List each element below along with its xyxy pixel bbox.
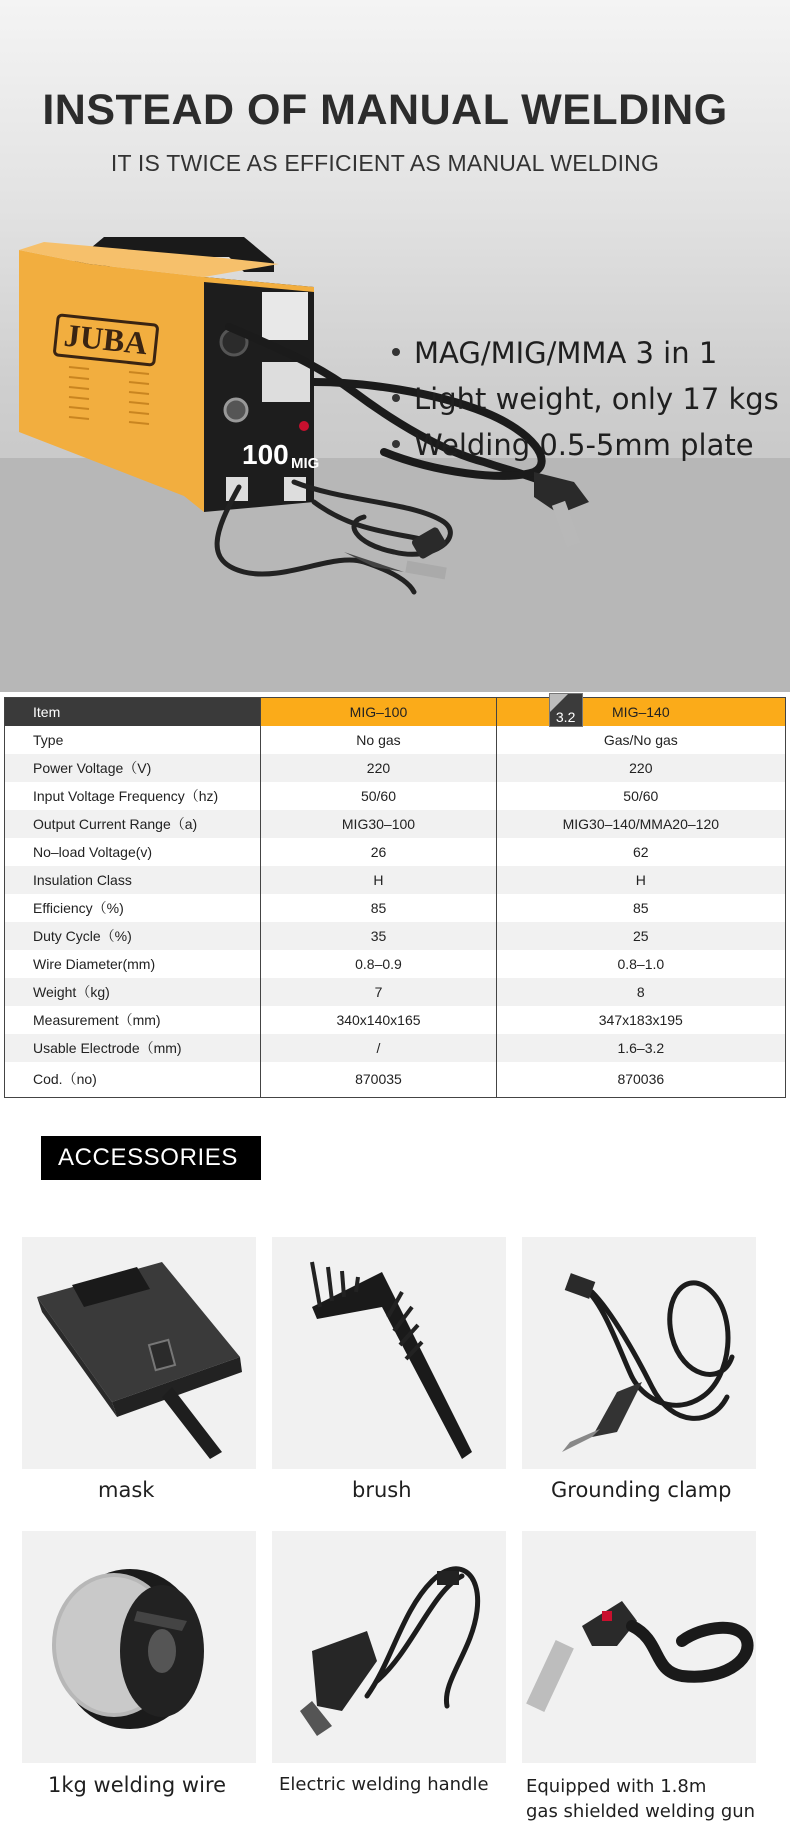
spec-value-mig-100: 85	[261, 894, 496, 922]
spec-value-mig-140: 870036	[496, 1062, 785, 1098]
feature-item	[388, 330, 779, 376]
feature-text: MAG/MIG/MMA 3 in 1	[414, 336, 718, 370]
wire-spool-icon	[22, 1531, 256, 1763]
spec-row	[5, 838, 786, 866]
spec-value-mig-140: H	[496, 866, 785, 894]
spec-row	[5, 726, 786, 754]
spec-value-mig-140: 8	[496, 978, 785, 1006]
accessory-label-brush: brush	[352, 1478, 412, 1502]
spec-value-mig-100: MIG30–100	[261, 810, 496, 838]
spec-value-mig-100: 220	[261, 754, 496, 782]
spec-row	[5, 1062, 786, 1098]
spec-row	[5, 810, 786, 838]
spec-row	[5, 978, 786, 1006]
spec-value-mig-100: 50/60	[261, 782, 496, 810]
spec-value-mig-140: 347x183x195	[496, 1006, 785, 1034]
accessory-card-welding-wire	[22, 1531, 256, 1763]
spec-value-mig-100: 7	[261, 978, 496, 1006]
spec-label-cell: Duty Cycle（%)	[5, 922, 261, 950]
spec-table	[4, 697, 786, 1098]
spec-value-mig-140: 85	[496, 894, 785, 922]
spec-value-mig-140: Gas/No gas	[496, 726, 785, 754]
spec-label-cell: Cod.（no)	[5, 1062, 261, 1098]
electrode-holder-icon	[272, 1531, 506, 1763]
spec-label-cell: Efficiency（%)	[5, 894, 261, 922]
spec-value-mig-100: 0.8–0.9	[261, 950, 496, 978]
header-mig-140-label: MIG–140	[612, 703, 670, 720]
header-item: Item	[5, 698, 261, 726]
accessory-label-welding-handle: Electric welding handle	[279, 1774, 489, 1795]
spec-label-cell: Input Voltage Frequency（hz)	[5, 782, 261, 810]
accessory-label-grounding-clamp: Grounding clamp	[551, 1478, 732, 1502]
spec-label-cell: Measurement（mm)	[5, 1006, 261, 1034]
spec-row	[5, 754, 786, 782]
spec-row	[5, 782, 786, 810]
feature-item	[388, 422, 779, 468]
accessory-label-welding-gun	[526, 1774, 755, 1824]
welding-gun-label-line2: gas shielded welding gun	[526, 1801, 756, 1822]
spec-label-cell: Insulation Class	[5, 866, 261, 894]
spec-value-mig-140: MIG30–140/MMA20–120	[496, 810, 785, 838]
accessory-card-grounding-clamp	[522, 1237, 756, 1469]
spec-row	[5, 1034, 786, 1062]
spec-value-mig-140: 25	[496, 922, 785, 950]
wire-brush-icon	[272, 1237, 506, 1469]
spec-value-mig-100: 340x140x165	[261, 1006, 496, 1034]
spec-label-cell: Usable Electrode（mm)	[5, 1034, 261, 1062]
welding-gun-label-line1: Equipped with 1.8m	[526, 1776, 707, 1797]
spec-value-mig-140: 50/60	[496, 782, 785, 810]
accessory-card-brush	[272, 1237, 506, 1469]
accessory-label-mask: mask	[98, 1478, 155, 1502]
bullet-icon	[392, 348, 400, 356]
spec-value-mig-100: 26	[261, 838, 496, 866]
spec-row	[5, 894, 786, 922]
spec-value-mig-100: 870035	[261, 1062, 496, 1098]
spec-label-cell: Power Voltage（V)	[5, 754, 261, 782]
spec-row	[5, 1006, 786, 1034]
model-suffix-text: MIG	[291, 455, 320, 472]
feature-list	[388, 330, 779, 468]
header-mig-100: MIG–100	[261, 698, 496, 726]
spec-value-mig-140: 1.6–3.2	[496, 1034, 785, 1062]
spec-row	[5, 922, 786, 950]
feature-text: Welding 0.5-5mm plate	[414, 428, 754, 462]
spec-value-mig-140: 0.8–1.0	[496, 950, 785, 978]
header-mig-140	[496, 698, 785, 726]
spec-value-mig-100: No gas	[261, 726, 496, 754]
grounding-clamp-icon	[522, 1237, 756, 1469]
model-number-text: 100	[242, 439, 289, 470]
accessory-label-welding-wire: 1kg welding wire	[48, 1773, 227, 1797]
bullet-icon	[392, 394, 400, 402]
spec-value-mig-100: 35	[261, 922, 496, 950]
feature-item	[388, 376, 779, 422]
hero-subtitle: IT IS TWICE AS EFFICIENT AS MANUAL WELDING	[110, 150, 660, 176]
spec-label-cell: No–load Voltage(v)	[5, 838, 261, 866]
spec-value-mig-100: H	[261, 866, 496, 894]
accessories-heading: ACCESSORIES	[41, 1136, 261, 1180]
spec-value-mig-140: 220	[496, 754, 785, 782]
accessory-card-welding-gun	[522, 1531, 756, 1763]
spec-table-container	[4, 697, 786, 1098]
spec-row	[5, 950, 786, 978]
spec-label-cell: Wire Diameter(mm)	[5, 950, 261, 978]
hero-banner	[0, 0, 790, 692]
version-badge: 3.2	[549, 693, 583, 727]
spec-label-cell: Output Current Range（a)	[5, 810, 261, 838]
accessory-card-welding-handle	[272, 1531, 506, 1763]
spec-table-header-row	[5, 698, 786, 726]
bullet-icon	[392, 440, 400, 448]
welding-mask-icon	[22, 1237, 256, 1469]
feature-text: Light weight, only 17 kgs	[414, 382, 779, 416]
spec-value-mig-100: /	[261, 1034, 496, 1062]
spec-label-cell: Weight（kg)	[5, 978, 261, 1006]
hero-title: INSTEAD OF MANUAL WELDING	[42, 86, 728, 134]
spec-label-cell: Type	[5, 726, 261, 754]
spec-table-body	[5, 726, 786, 1098]
spec-value-mig-140: 62	[496, 838, 785, 866]
brand-logo-text: JUBA	[62, 316, 150, 362]
mig-torch-icon	[522, 1531, 756, 1763]
spec-row	[5, 866, 786, 894]
accessory-card-mask	[22, 1237, 256, 1469]
